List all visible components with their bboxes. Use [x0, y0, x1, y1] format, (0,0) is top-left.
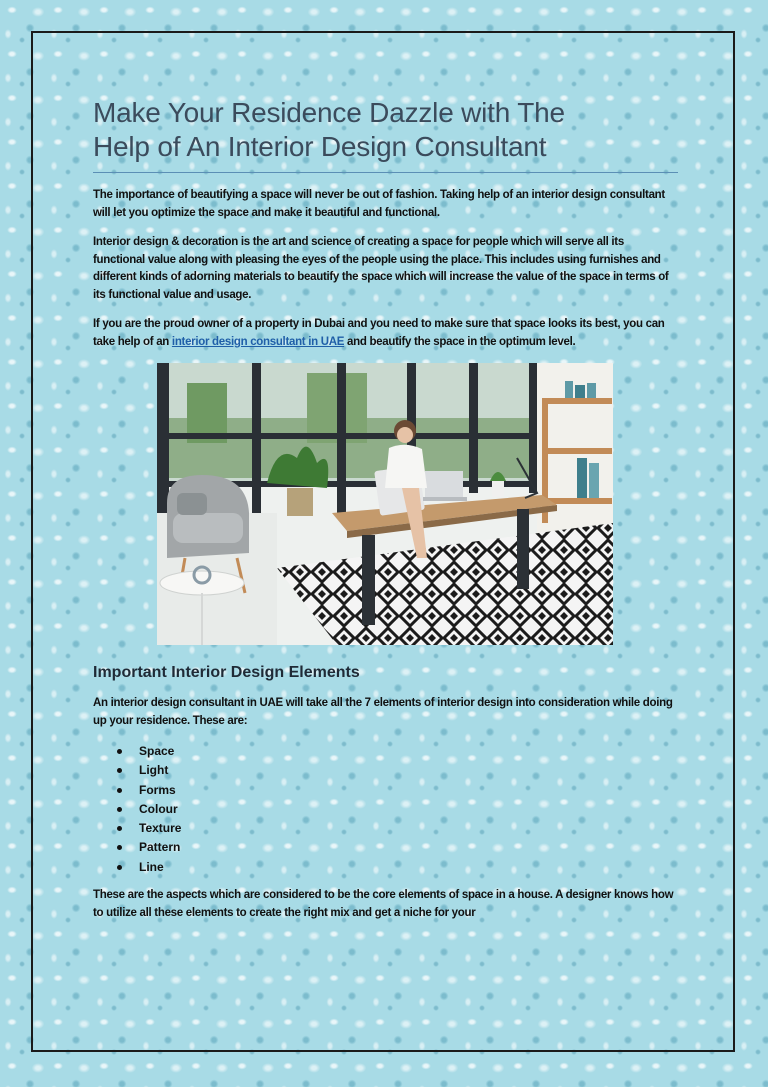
office-photo [157, 363, 613, 645]
list-item: Texture [139, 819, 678, 838]
list-item: Light [139, 761, 678, 780]
interior-design-consultant-link[interactable]: interior design consultant in UAE [171, 335, 345, 348]
title-line-1: Make Your Residence Dazzle with The [93, 97, 565, 128]
document-body [93, 96, 678, 934]
list-item: Line [139, 858, 678, 877]
paragraph-intro: The importance of beautifying a space will never be out of fashion. Taking help of an interior design consultant will let you optimize the space and make it beautiful and functional. [93, 189, 665, 219]
paragraph-dubai-text-start: If you are the proud owner of a property in Dubai and you need to make sure that space looks its best, you can take help of an [93, 318, 665, 348]
office-photo-illustration [157, 363, 613, 645]
paragraph-dubai-text-end: and beautify the space in the optimum level. [344, 335, 576, 348]
paragraph-dubai [93, 316, 678, 351]
elements-list [93, 742, 678, 877]
list-item: Forms [139, 781, 678, 800]
list-item: Space [139, 742, 678, 761]
section-heading: Important Interior Design Elements [93, 664, 360, 681]
document-title [93, 96, 678, 164]
title-line-2: Help of An Interior Design Consultant [93, 131, 547, 162]
paragraph-closing: These are the aspects which are considered to be the core elements of space in a house. A designer knows how to utilize all these elements to create the right mix and get a niche for your [93, 889, 674, 919]
paragraph-definition: Interior design & decoration is the art and science of creating a space for people which will serve all its functional value along with pleasing the eyes of the people using the place. This includes using furnishes and different kinds of adorning materials to beautify the space which will increase the value of the space in terms of its functional value and usage. [93, 236, 669, 301]
list-item: Pattern [139, 838, 678, 857]
title-underline [93, 172, 678, 173]
list-item: Colour [139, 800, 678, 819]
section-intro: An interior design consultant in UAE will take all the 7 elements of interior design into consideration while doing up your residence. These are: [93, 697, 673, 727]
